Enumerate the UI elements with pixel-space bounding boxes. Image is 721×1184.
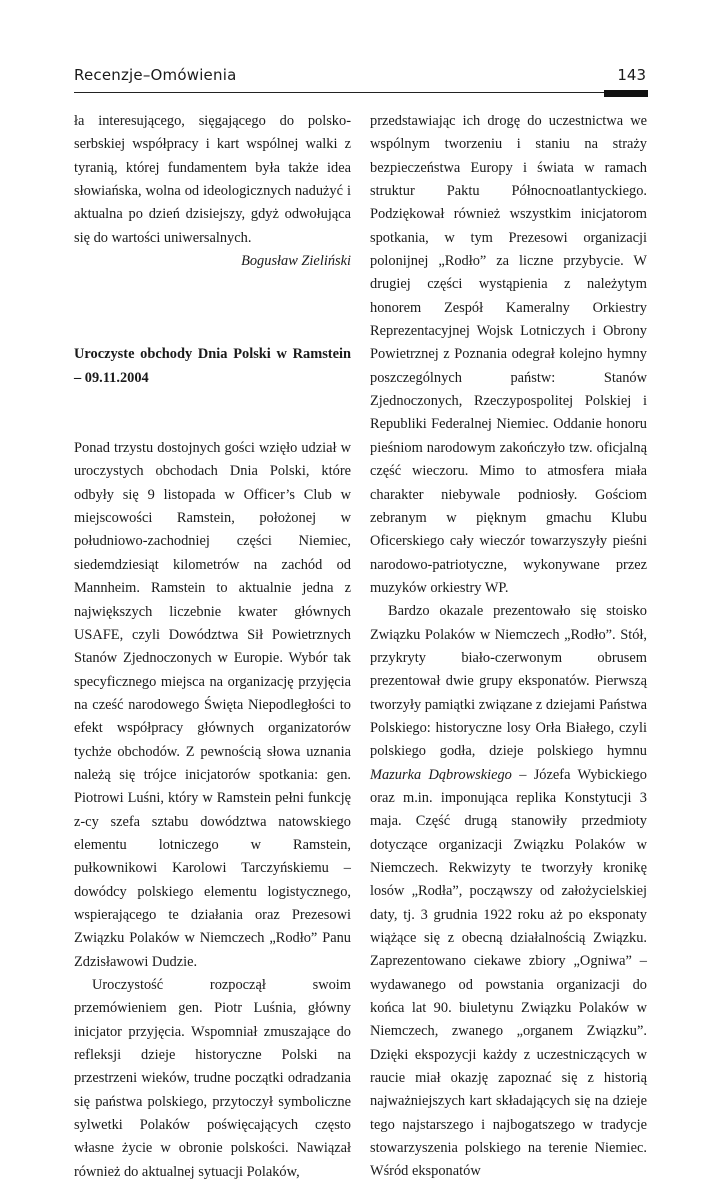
paragraph-review-ending: ła interesującego, sięgającego do polsko-serbskiej współpracy i kart wspólnej walki z tyranią, której fundamentem była także idea słowiańska, wolna od ideologicznych nadużyć i aktualna po dzień dzisiejszy, gdyż odwołująca się do wartości uniwersalnych. [74, 113, 351, 246]
paragraph-exhibition-part-b: – Józefa Wybickiego oraz m.in. imponująca replika Konstytucji 3 maja. Część drugą stanowiły przedmioty dotyczące organizacji Związku Polaków w Niemczech. Rekwizyty te tworzyły kronikę losów „Rodła”, począwszy od założycielskiej daty, tj. 3 grudnia 1922 roku aż po eksponaty wiążące się z obecną działalnością Związku. Zaprezentowano ciekawe zbiory „Ogniwa” – wydawanego od powstania organizacji do końca lat 90. biuletynu Związku Polaków w Niemczech, zwanego „organem Związku”. Dzięki ekspozycji każdy z uczestniczących w raucie miał okazję zapoznać się z historią najważniejszych kart składających się na dzieje tego najstarszego i najbogatszego w tradycje stowarzyszenia polskiego na terenie Niemiec. Wśród eksponatów [370, 766, 647, 1180]
paragraph-speech: Uroczystość rozpoczął swoim przemówieniem gen. Piotr Luśnia, główny inicjator przyjęcia. Wspomniał zmuszające do refleksji dzieje historyczne Polski na przestrzeni wieków, trudne początki odradzania się państwa polskiego, przytoczył symboliczne sylwetki Polaków poświęcających często własne życie w obronie polskości. Nawiązał również do aktualnej sytuacji Polaków, [74, 977, 351, 1180]
paragraph-speech-continued: przedstawiając ich drogę do uczestnictwa we wspólnym tworzeniu i staniu na straży bezpieczeństwa Europy i świata w ramach struktur Paktu Północnoatlantyckiego. Podziękował również wszystkim inicjatorom spotkania, w tym Prezesowi organizacji polonijnej „Rodło” za liczne przybycie. W drugiej części wystąpienia z należytym honorem Zespół Kameralny Orkiestry Reprezentacyjnej Wojsk Lotniczych i Obrony Powietrznej z Poznania odegrał kolejno hymny poszczególnych państw: Stanów Zjednoczonych, Rzeczypospolitej Polskiej i Republiki Federalnej Niemiec. Oddanie honoru pieśniom narodowym zakończyło tzw. oficjalną część wieczoru. Mimo to atmosfera miała charakter niebywale podniosły. Gościom zebranym w pięknym gmachu Klubu Oficerskiego cały wieczór towarzyszyły pieśni narodowo-patriotyczne, wykonywane przez muzyków orkiestry WP. [370, 113, 647, 596]
page-header [74, 66, 648, 93]
right-column [370, 110, 647, 1184]
page-number: 143 [617, 66, 646, 84]
page-tab-marker [604, 90, 648, 97]
left-column [74, 110, 351, 1184]
paragraph-exhibition [370, 600, 647, 1184]
running-head: Recenzje–Omówienia [74, 66, 237, 84]
author-signature: Bogusław Zieliński [241, 253, 351, 270]
paragraph-exhibition-part-a: Bardzo okazale prezentowało się stoisko Związku Polaków w Niemczech „Rodło”. Stół, przykryty biało-czerwonym obrusem prezentował dwie grupy eksponatów. Pierwszą tworzyły pamiątki związane z dziejami Państwa Polskiego: historyczne losy Orła Białego, czyli polskiego godła, dzieje polskiego hymnu [370, 603, 647, 760]
paragraph-intro: Ponad trzystu dostojnych gości wzięło udział w uroczystych obchodach Dnia Polski, które odbyły się 9 listopada w Officer’s Club w miejscowości Ramstein, położonej w południowo-zachodniej części Niemiec, siedemdziesiąt kilometrów na zachód od Mannheim. Ramstein to aktualnie jedna z największych liczebnie kwater głównych USAFE, czyli Dowództwa Sił Powietrznych Stanów Zjednoczonych w Europie. Wybór tak specyficznego miejsca na organizację przyjęcia na cześć narodowego Święta Niepodległości to efekt współpracy głównych organizatorów tychże obchodów. Z pewnością słowa uznania należą się trójce inicjatorów spotkania: gen. Piotrowi Luśni, który w Ramstein pełni funkcję z-cy szefa sztabu dowództwa natowskiego elementu lotniczego w Ramstein, pułkownikowi Karolowi Tarczyńskiemu – dowódcy polskiego elementu logistycznego, wspierającego te działania oraz Prezesowi Związku Polaków w Niemczech „Rodło” Panu Zdzisławowi Dudzie. [74, 440, 351, 970]
anthem-title: Mazurka Dąbrowskiego [370, 766, 512, 783]
article-heading: Uroczyste obchody Dnia Polski w Ramstein – 09.11.2004 [74, 346, 351, 386]
